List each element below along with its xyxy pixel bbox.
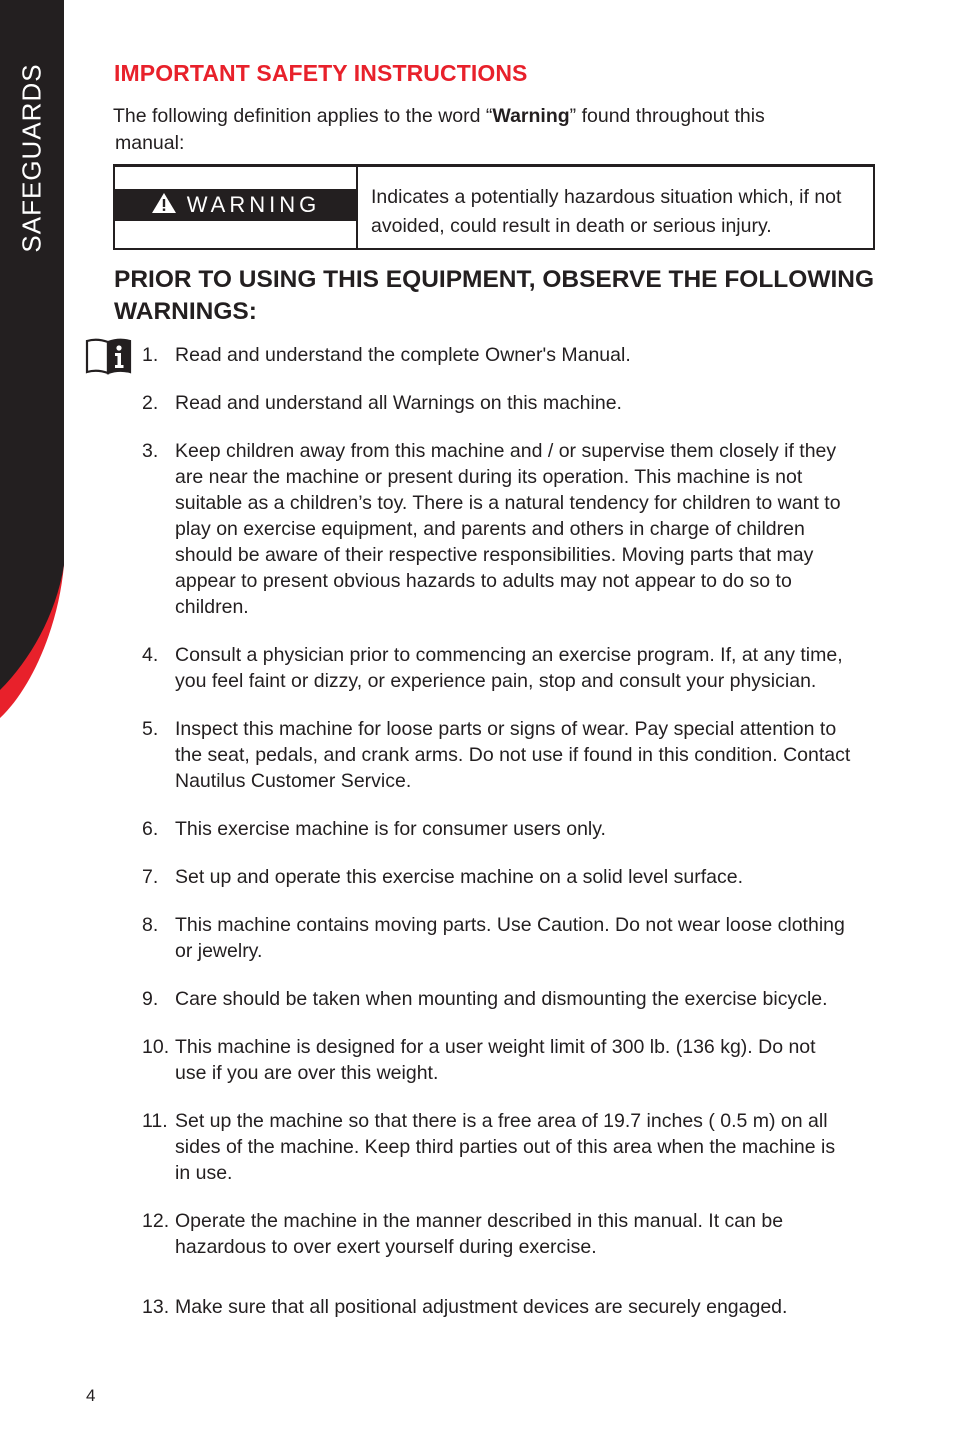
list-item — [142, 390, 852, 416]
item-number: 6. — [142, 818, 159, 840]
item-number: 2. — [142, 392, 159, 414]
item-text: Read and understand all Warnings on this machine. — [175, 392, 622, 414]
item-text: Read and understand the complete Owner's Manual. — [175, 344, 631, 366]
intro-paragraph — [113, 103, 833, 157]
item-number: 5. — [142, 718, 159, 740]
item-number: 8. — [142, 914, 159, 936]
list-item — [142, 438, 852, 620]
list-item — [142, 642, 852, 694]
list-item — [142, 1294, 852, 1320]
item-text: Set up the machine so that there is a free area of 19.7 inches ( 0.5 m) on all sides of the machine. Keep third parties out of this area when the machine is in use. — [175, 1110, 836, 1184]
list-item — [142, 342, 852, 368]
intro-text-before: The following definition applies to the word “ — [113, 105, 493, 127]
item-text: Care should be taken when mounting and dismounting the exercise bicycle. — [175, 988, 828, 1010]
section-label: SAFEGUARDS — [16, 63, 47, 253]
list-item — [142, 1208, 852, 1260]
item-text: Set up and operate this exercise machine on a solid level surface. — [175, 866, 743, 888]
section-sidebar — [0, 0, 64, 720]
section-heading: PRIOR TO USING THIS EQUIPMENT, OBSERVE THE FOLLOWING WARNINGS: — [114, 266, 875, 325]
owners-manual-info-icon — [85, 337, 133, 380]
item-text: This exercise machine is for consumer users only. — [175, 818, 606, 840]
item-number: 4. — [142, 644, 159, 666]
warnings-list — [142, 342, 852, 1342]
list-item — [142, 864, 852, 890]
list-item — [142, 816, 852, 842]
page-number: 4 — [86, 1386, 96, 1405]
intro-text-line2: manual: — [115, 132, 185, 154]
item-number: 9. — [142, 988, 159, 1010]
list-item — [142, 912, 852, 964]
intro-text-after: ” found throughout this — [569, 105, 765, 127]
item-number: 3. — [142, 440, 159, 462]
warning-label-cell — [115, 167, 358, 248]
item-text: Consult a physician prior to commencing an exercise program. If, at any time, you feel faint or dizzy, or experience pain, stop and consult your physician. — [175, 644, 843, 692]
list-item — [142, 1108, 852, 1186]
item-number: 7. — [142, 866, 159, 888]
item-text: This machine is designed for a user weight limit of 300 lb. (136 kg). Do not use if you are over this weight. — [175, 1036, 816, 1084]
item-text: Make sure that all positional adjustment devices are securely engaged. — [175, 1296, 788, 1318]
item-text: This machine contains moving parts. Use Caution. Do not wear loose clothing or jewelry. — [175, 914, 845, 962]
list-item — [142, 716, 852, 794]
warning-label: WARNING — [186, 192, 321, 217]
list-item — [142, 1034, 852, 1086]
page-title: IMPORTANT SAFETY INSTRUCTIONS — [114, 60, 528, 86]
warning-label-bar — [115, 189, 356, 221]
item-number: 13. — [142, 1296, 170, 1318]
warning-definition-text: Indicates a potentially hazardous situation which, if not avoided, could result in death or serious injury. — [371, 186, 842, 237]
item-number: 11. — [142, 1110, 168, 1132]
item-number: 10. — [142, 1036, 170, 1058]
list-item — [142, 986, 852, 1012]
item-text: Keep children away from this machine and / or supervise them closely if they are near the machine or present during its operation. This machine is not suitable as a children’s toy. There is a natural tendency for children to want to play on exercise equipment, and parents and others in charge of children should be aware of their respective responsibilities. Moving parts that may appear to present obvious hazards to adults may not appear to do so to children. — [175, 440, 841, 618]
item-number: 12. — [142, 1210, 170, 1232]
item-number: 1. — [142, 344, 159, 366]
warning-triangle-icon — [151, 192, 177, 219]
item-text: Operate the machine in the manner described in this manual. It can be hazardous to over exert yourself during exercise. — [175, 1210, 784, 1258]
intro-bold-word: Warning — [492, 105, 570, 127]
warning-definition-box — [113, 164, 875, 250]
item-text: Inspect this machine for loose parts or signs of wear. Pay special attention to the seat, pedals, and crank arms. Do not use if found in this condition. Contact Nautilus Customer Service. — [175, 718, 851, 792]
